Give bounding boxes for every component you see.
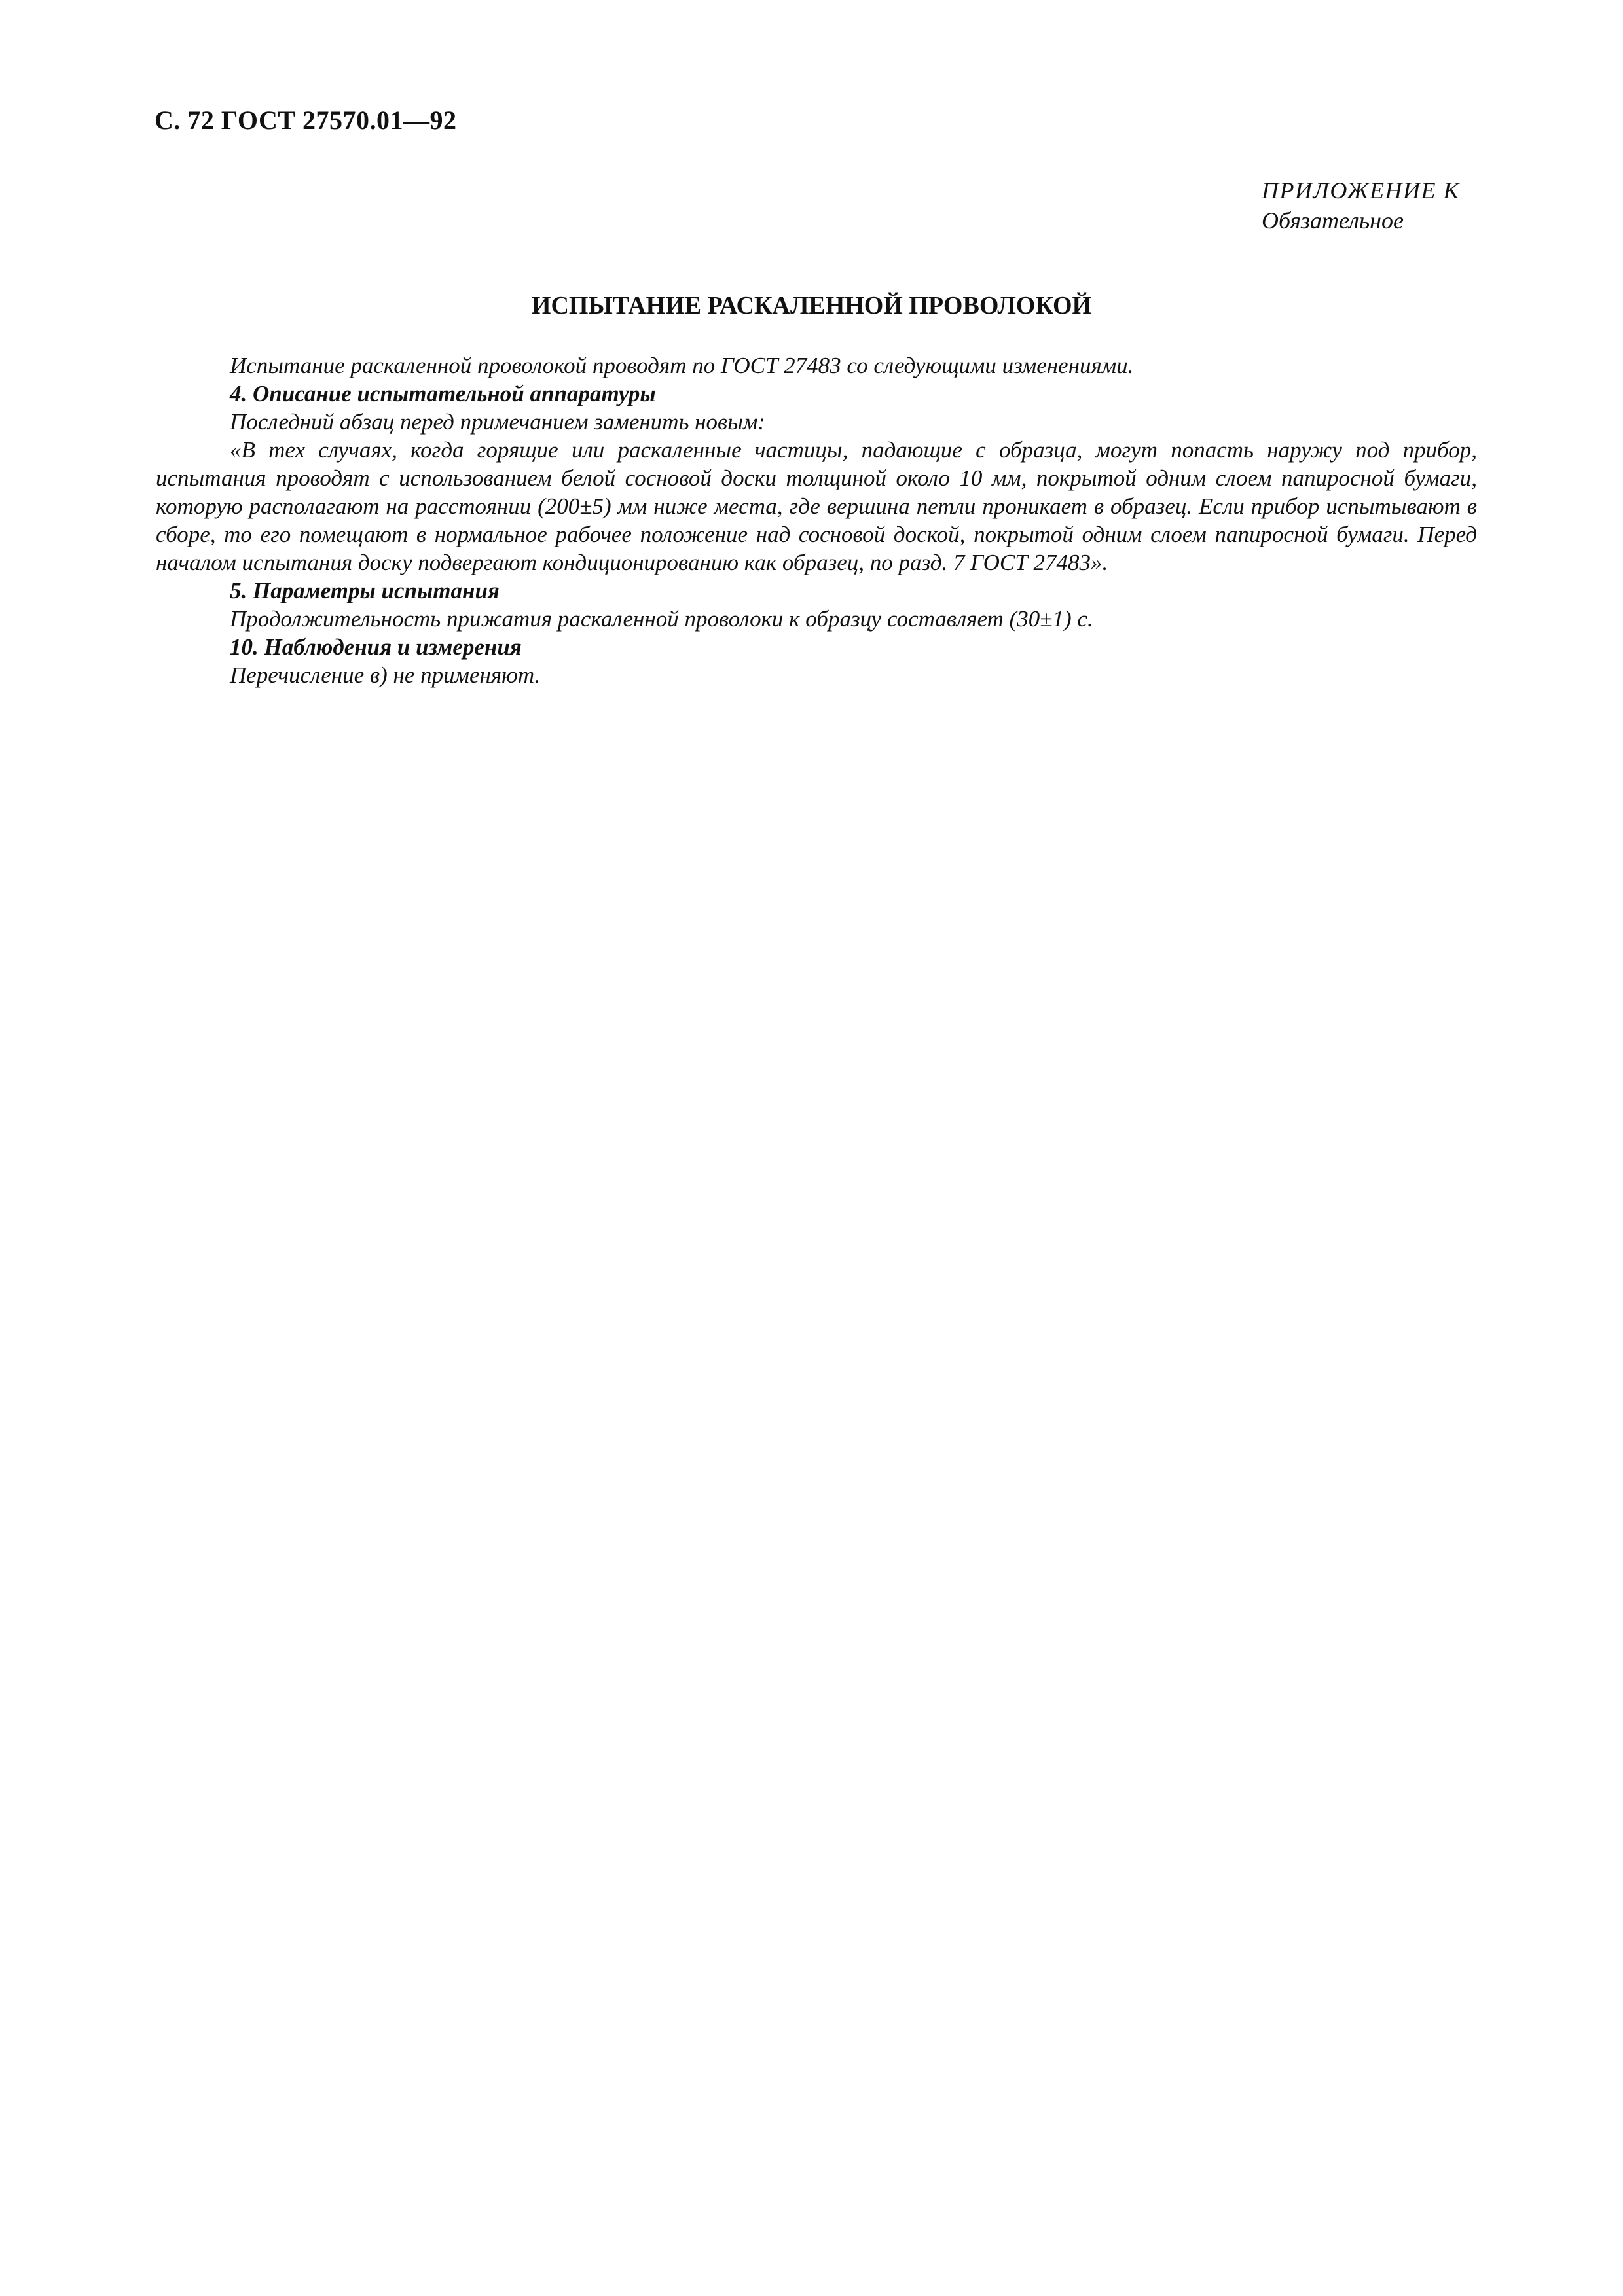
section-10-heading: 10. Наблюдения и измерения [230, 634, 522, 660]
section-5-text: Продолжительность прижатия раскаленной проволоки к образцу составляет (30±1) с. [230, 606, 1093, 632]
appendix-status: Обязательное [1262, 207, 1404, 234]
section-4-quote: «В тех случаях, когда горящие или раскаленные частицы, падающие с образца, могут попасть наружу под прибор, испытания проводят с использованием белой сосновой доски толщиной около 10 мм, покрытой одним слоем папиросной бумаги, которую располагают на расстоянии (200±5) мм ниже места, где вершина петли проникает в образец. Если прибор испытывают в сборе, то его помещают в нормальное рабочее положение над сосновой доской, покрытой одним слоем папиросной бумаги. Перед началом испытания доску подвергают кондиционированию как образец, по разд. 7 ГОСТ 27483». [156, 437, 1477, 575]
appendix-title: ПРИЛОЖЕНИЕ К [1262, 177, 1460, 204]
section-4-instruction: Последний абзац перед примечанием заменить новым: [230, 409, 765, 435]
page-header: С. 72 ГОСТ 27570.01—92 [155, 105, 457, 135]
section-5-heading: 5. Параметры испытания [230, 578, 500, 603]
intro-paragraph: Испытание раскаленной проволокой проводят по ГОСТ 27483 со следующими изменениями. [230, 353, 1134, 378]
section-10-text: Перечисление в) не применяют. [230, 662, 541, 688]
document-body [156, 351, 1477, 689]
appendix-label [1262, 175, 1460, 236]
section-4-heading: 4. Описание испытательной аппаратуры [230, 381, 656, 406]
document-title: ИСПЫТАНИЕ РАСКАЛЕННОЙ ПРОВОЛОКОЙ [531, 292, 1092, 319]
